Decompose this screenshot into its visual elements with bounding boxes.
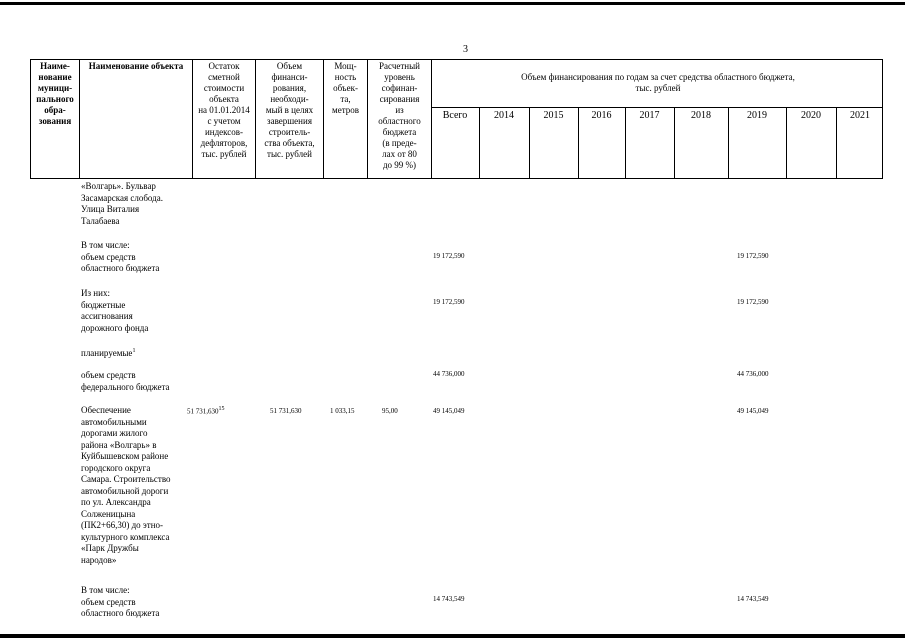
row-object-2019: 49 145,049	[737, 407, 769, 415]
row-object-cofinancing-level: 95,00	[382, 407, 398, 415]
header-capacity: Мощ- ность объек- та, метров	[332, 61, 359, 115]
page-number: 3	[463, 44, 468, 55]
row-object-description: Обеспечение автомобильными дорогами жилого района «Волгарь» в Куйбышевском районе городского округа Самара. Строительство автомобильной дороги по ул. Александра Солженицына (ПК2+66,30) до этно- культурного комплекса «Парк Дружбы народов»	[81, 405, 171, 565]
row-federal-budget-2019: 44 736,000	[737, 370, 769, 378]
year-header-total: Всего	[442, 110, 468, 121]
row-object-remaining-cost: 51 731,630$^{15}$	[187, 406, 225, 416]
year-header-2014: 2014	[494, 110, 514, 121]
row-object-financing-volume: 51 731,630	[270, 407, 302, 415]
row-road-fund-2019: 19 172,590	[737, 298, 769, 306]
header-municipality: Наиме- нование муници- пального обра- зования	[36, 61, 74, 126]
row-federal-budget-total: 44 736,000	[433, 370, 465, 378]
year-header-2015: 2015	[543, 110, 564, 121]
row-regional-budget-2019-2: 14 743,549	[737, 595, 769, 603]
year-header-2016: 2016	[591, 110, 612, 121]
row-regional-budget-label: В том числе: объем средств областного бюджета	[81, 240, 160, 273]
year-header-2018: 2018	[691, 110, 711, 121]
header-cofinancing-level: Расчетный уровень софинан- сирования из областного бюджета (в преде- лах от 80 до 99 %)	[378, 61, 421, 170]
row-road-fund-total: 19 172,590	[433, 298, 465, 306]
header-group-title: Объем финансирования по годам за счет средства областного бюджета, тыс. рублей	[521, 72, 795, 93]
row-object-total: 49 145,049	[433, 407, 465, 415]
row-regional-budget-total-2: 14 743,549	[433, 595, 465, 603]
top-border-rule	[0, 2, 905, 5]
row-regional-budget-total: 19 172,590	[433, 252, 465, 260]
row-planned-label: планируемые$^1$	[81, 348, 136, 358]
table-header	[30, 59, 883, 179]
row-federal-budget-label: объем средств федерального бюджета	[81, 370, 170, 392]
row-object-capacity: 1 033,15	[330, 407, 355, 415]
row-regional-budget-label-2: В том числе: объем средств областного бюджета	[81, 585, 160, 618]
header-remaining-cost: Остаток сметной стоимости объекта на 01.01.2014 с учетом индексов- дефляторов, тыс. рублей	[198, 61, 250, 159]
bottom-border-rule	[0, 634, 905, 638]
year-header-2021: 2021	[850, 110, 870, 121]
row-road-fund-label: Из них: бюджетные ассигнования дорожного фонда	[81, 288, 149, 333]
header-object-name: Наименование объекта	[88, 61, 184, 71]
header-financing-volume: Объем финанси- рования, необходи- мый в целях завершения строитель- ства объекта, тыс. рублей	[264, 61, 315, 159]
year-header-2020: 2020	[801, 110, 821, 121]
row-object-continuation: «Волгарь». Бульвар Засамарская слобода. Улица Виталия Талабаева	[81, 181, 163, 226]
year-header-2019: 2019	[747, 110, 767, 121]
year-header-2017: 2017	[639, 110, 660, 121]
row-regional-budget-2019: 19 172,590	[737, 252, 769, 260]
